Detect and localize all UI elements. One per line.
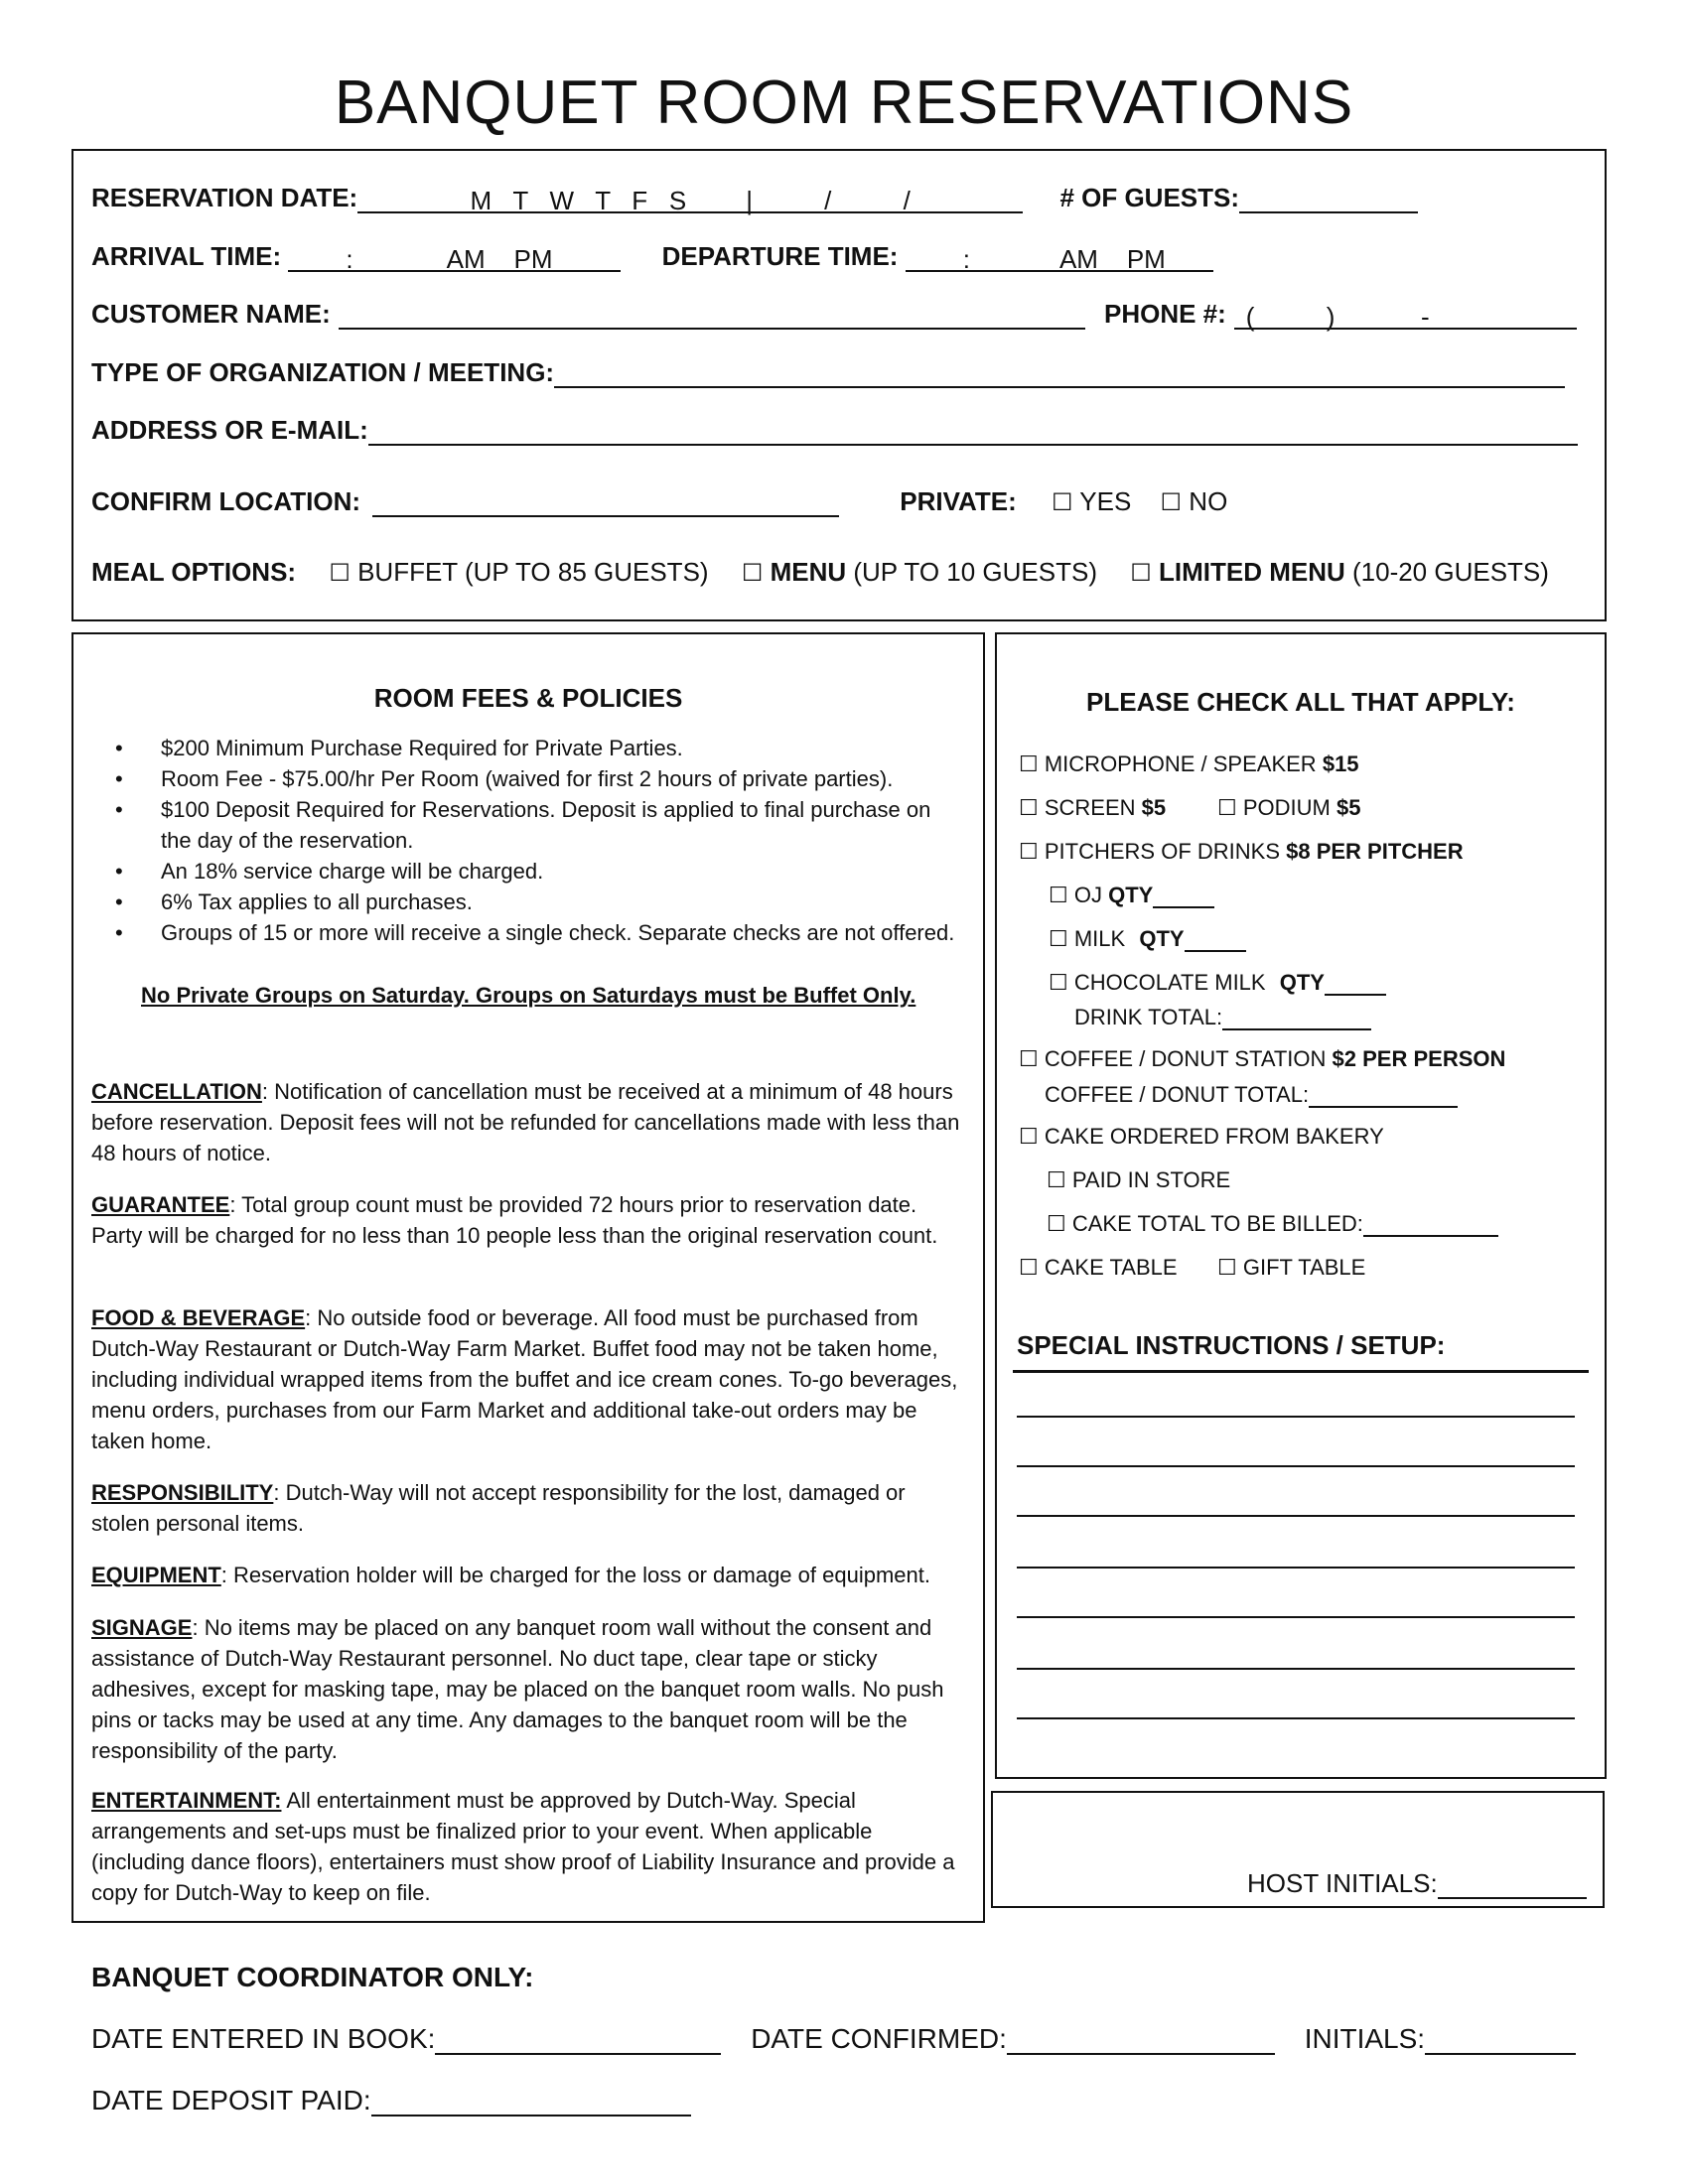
fees-title: ROOM FEES & POLICIES — [373, 683, 683, 713]
oj-option[interactable] — [1049, 883, 1214, 908]
special-instructions-line[interactable] — [1017, 1668, 1575, 1670]
microphone-option[interactable] — [1019, 751, 1359, 777]
buffet-checkbox[interactable]: ☐ — [329, 560, 351, 587]
chocolate-milk-label: CHOCOLATE MILK — [1073, 970, 1266, 995]
policy-signage — [91, 1612, 965, 1766]
cake-option[interactable] — [1019, 1124, 1384, 1150]
milk-option[interactable] — [1049, 926, 1246, 952]
gift-table-option[interactable] — [1217, 1255, 1365, 1281]
policy-heading: CANCELLATION — [91, 1079, 262, 1104]
saturday-note: No Private Groups on Saturday. Groups on Saturdays must be Buffet Only. — [141, 983, 916, 1008]
special-instructions-line[interactable] — [1017, 1416, 1575, 1418]
chocolate-milk-qty-field[interactable] — [1325, 974, 1386, 996]
gift-table-checkbox[interactable]: ☐ — [1217, 1255, 1237, 1280]
cake-table-checkbox[interactable]: ☐ — [1019, 1255, 1039, 1280]
policy-heading: SIGNAGE — [91, 1615, 193, 1640]
date-entered-field[interactable] — [435, 2027, 721, 2055]
coffee-option[interactable] — [1019, 1046, 1505, 1072]
menu-checkbox[interactable]: ☐ — [741, 560, 764, 587]
phone-mask: ( ) - — [1245, 302, 1430, 332]
private-no-checkbox[interactable]: ☐ — [1160, 489, 1183, 516]
deposit-row — [91, 2085, 691, 2116]
pitchers-checkbox[interactable]: ☐ — [1019, 839, 1039, 864]
special-instructions-line[interactable] — [1017, 1616, 1575, 1618]
policy-text: All entertainment must be approved by Dutch-Way. Special arrangements and set-ups must be finalized prior to your event. When applicable (including dance floors), entertainers must show proof of Liability Insurance and provide a copy for Dutch-Way to keep on file. — [91, 1788, 955, 1905]
fee-item: • Groups of 15 or more will receive a single check. Separate checks are not offered. — [161, 917, 965, 948]
customer-row — [91, 299, 1577, 330]
special-instructions-line[interactable] — [1017, 1515, 1575, 1517]
policy-cancellation — [91, 1076, 965, 1168]
reservation-date-label: RESERVATION DATE: — [91, 183, 358, 212]
paid-in-store-option[interactable] — [1047, 1167, 1230, 1193]
confirm-location-field[interactable] — [372, 489, 839, 517]
policy-heading: ENTERTAINMENT: — [91, 1788, 282, 1813]
policy-heading: FOOD & BEVERAGE — [91, 1305, 306, 1330]
host-initials-field[interactable] — [1438, 1871, 1587, 1899]
paid-in-store-checkbox[interactable]: ☐ — [1047, 1167, 1066, 1192]
fee-item: • $200 Minimum Purchase Required for Private Parties. — [161, 733, 965, 763]
coordinator-title: BANQUET COORDINATOR ONLY: — [91, 1962, 534, 1992]
fee-item: • Room Fee - $75.00/hr Per Room (waived for first 2 hours of private parties). — [161, 763, 965, 794]
departure-time-field[interactable] — [906, 244, 1213, 272]
special-instructions-line[interactable] — [1017, 1717, 1575, 1719]
drink-total-row — [1074, 1005, 1371, 1030]
milk-checkbox[interactable]: ☐ — [1049, 926, 1068, 951]
date-deposit-field[interactable] — [371, 2089, 691, 2116]
milk-qty-label: QTY — [1139, 926, 1185, 951]
phone-label: PHONE #: — [1103, 299, 1226, 329]
cake-table-option[interactable] — [1019, 1255, 1178, 1281]
departure-am-pm: AM PM — [1058, 244, 1166, 274]
menu-label: MENU — [770, 557, 847, 587]
checklist-title: PLEASE CHECK ALL THAT APPLY: — [1086, 687, 1515, 717]
milk-label: MILK — [1073, 926, 1126, 951]
address-field[interactable] — [368, 418, 1578, 446]
screen-price: $5 — [1141, 795, 1167, 820]
organization-field[interactable] — [554, 360, 1565, 388]
special-instructions-title: SPECIAL INSTRUCTIONS / SETUP: — [1017, 1330, 1446, 1360]
podium-label: PODIUM — [1242, 795, 1331, 820]
special-instructions-line[interactable] — [1017, 1567, 1575, 1569]
arrival-time-field[interactable] — [288, 244, 621, 272]
limited-menu-label: LIMITED MENU — [1158, 557, 1345, 587]
date-separators: | / / — [746, 186, 911, 215]
weekday-options: M T W T F S — [470, 186, 687, 215]
organization-label: TYPE OF ORGANIZATION / MEETING: — [91, 357, 555, 387]
address-label: ADDRESS OR E-MAIL: — [91, 415, 368, 445]
meal-options-label: MEAL OPTIONS: — [91, 557, 297, 587]
arrival-time-colon: : — [346, 244, 353, 274]
departure-time-colon: : — [962, 244, 970, 274]
podium-price: $5 — [1336, 795, 1361, 820]
arrival-am-pm: AM PM — [446, 244, 553, 274]
chocolate-milk-qty-label: QTY — [1279, 970, 1325, 995]
date-confirmed-label: DATE CONFIRMED: — [751, 2023, 1007, 2054]
page-title: BANQUET ROOM RESERVATIONS — [334, 68, 1354, 137]
policy-text: : Reservation holder will be charged for the loss or damage of equipment. — [220, 1563, 930, 1587]
meal-options-row — [91, 557, 1549, 588]
oj-checkbox[interactable]: ☐ — [1049, 883, 1068, 907]
cake-label: CAKE ORDERED FROM BAKERY — [1044, 1124, 1384, 1149]
coffee-total-label: COFFEE / DONUT TOTAL: — [1045, 1082, 1310, 1107]
chocolate-milk-checkbox[interactable]: ☐ — [1049, 970, 1068, 995]
reservation-date-row — [91, 183, 1418, 213]
podium-checkbox[interactable]: ☐ — [1217, 795, 1237, 820]
paid-in-store-label: PAID IN STORE — [1071, 1167, 1231, 1192]
guests-label: # OF GUESTS: — [1059, 183, 1240, 212]
menu-guests: (UP TO 10 GUESTS) — [853, 557, 1097, 587]
cake-table-label: CAKE TABLE — [1044, 1255, 1178, 1280]
coordinator-initials-field[interactable] — [1425, 2027, 1576, 2055]
policy-text: : No items may be placed on any banquet room wall without the consent and assistance of Dutch-Way Restaurant personnel. No duct tape, clear tape or sticky adhesives, except for masking tape, may be placed on the banquet room walls. No push pins or tacks may be used at any time. Any damages to the banquet room will be the responsibility of the party. — [91, 1615, 944, 1763]
oj-qty-field[interactable] — [1153, 887, 1214, 908]
drink-total-label: DRINK TOTAL: — [1074, 1005, 1223, 1029]
policy-text: : No outside food or beverage. All food must be purchased from Dutch-Way Restaurant or Dutch-Way Farm Market. Buffet food may not be taken home, including individual wrapped items from the buffet and ice cream cones. To-go beverages, menu orders, purchases from our Farm Market and additional take-out orders may be taken home. — [91, 1305, 958, 1453]
cake-total-option[interactable] — [1047, 1211, 1498, 1237]
arrival-time-label: ARRIVAL TIME: — [91, 241, 282, 271]
policy-food-beverage — [91, 1302, 965, 1456]
departure-time-label: DEPARTURE TIME: — [661, 241, 899, 271]
private-yes-checkbox[interactable]: ☐ — [1052, 489, 1073, 516]
date-entered-label: DATE ENTERED IN BOOK: — [91, 2023, 436, 2054]
microphone-checkbox[interactable]: ☐ — [1019, 751, 1039, 776]
policy-entertainment — [91, 1785, 965, 1908]
screen-label: SCREEN — [1044, 795, 1136, 820]
private-no-label: NO — [1189, 486, 1228, 516]
cake-total-checkbox[interactable]: ☐ — [1047, 1211, 1066, 1236]
limited-menu-checkbox[interactable]: ☐ — [1130, 560, 1152, 587]
organization-row — [91, 357, 1565, 388]
customer-name-field[interactable] — [339, 302, 1085, 330]
milk-qty-field[interactable] — [1185, 930, 1246, 952]
microphone-price: $15 — [1322, 751, 1359, 776]
private-yes-label: YES — [1079, 486, 1132, 516]
coffee-total-row — [1045, 1082, 1458, 1108]
date-deposit-label: DATE DEPOSIT PAID: — [91, 2085, 371, 2116]
fees-list — [71, 733, 965, 948]
coordinator-initials-label: INITIALS: — [1304, 2023, 1426, 2054]
customer-name-label: CUSTOMER NAME: — [91, 299, 331, 329]
coffee-total-field[interactable] — [1309, 1086, 1458, 1108]
policy-responsibility — [91, 1477, 965, 1539]
microphone-label: MICROPHONE / SPEAKER — [1044, 751, 1317, 776]
private-label: PRIVATE: — [900, 486, 1017, 516]
policy-heading: RESPONSIBILITY — [91, 1480, 274, 1505]
pitchers-option[interactable] — [1019, 839, 1464, 865]
coffee-label: COFFEE / DONUT STATION — [1044, 1046, 1327, 1071]
fee-item: • An 18% service charge will be charged. — [161, 856, 965, 887]
screen-checkbox[interactable]: ☐ — [1019, 795, 1039, 820]
phone-field[interactable] — [1234, 302, 1577, 330]
buffet-label: BUFFET (UP TO 85 GUESTS) — [357, 557, 709, 587]
policy-heading: EQUIPMENT — [91, 1563, 221, 1587]
coffee-price: $2 PER PERSON — [1332, 1046, 1506, 1071]
oj-qty-label: QTY — [1108, 883, 1154, 907]
policy-guarantee — [91, 1189, 965, 1251]
address-row — [91, 415, 1578, 446]
policy-heading: GUARANTEE — [91, 1192, 230, 1217]
cake-total-label: CAKE TOTAL TO BE BILLED: — [1071, 1211, 1363, 1236]
host-initials-label: HOST INITIALS: — [1247, 1868, 1438, 1898]
date-confirmed-field[interactable] — [1007, 2027, 1275, 2055]
oj-label: OJ — [1073, 883, 1102, 907]
policy-text: : Total group count must be provided 72 hours prior to reservation date. Party will be charged for no less than 10 people less than the original reservation count. — [91, 1192, 938, 1248]
guests-field[interactable] — [1239, 186, 1418, 213]
reservation-date-field[interactable] — [357, 186, 1023, 213]
fee-item: • $100 Deposit Required for Reservations. Deposit is applied to final purchase on the day of the reservation. — [161, 794, 965, 856]
podium-option[interactable] — [1217, 795, 1360, 821]
policy-equipment — [91, 1560, 965, 1590]
host-initials-row — [1247, 1868, 1587, 1899]
limited-menu-guests: (10-20 GUESTS) — [1351, 557, 1549, 587]
fee-item: • 6% Tax applies to all purchases. — [161, 887, 965, 917]
drink-total-field[interactable] — [1222, 1009, 1371, 1030]
time-row — [91, 241, 1213, 272]
special-instructions-line[interactable] — [1017, 1465, 1575, 1467]
confirm-row — [91, 486, 1227, 517]
pitchers-price: $8 PER PITCHER — [1286, 839, 1464, 864]
screen-option[interactable] — [1019, 795, 1166, 821]
policy-text: : Notification of cancellation must be received at a minimum of 48 hours before reservation. Deposit fees will not be refunded for cancellations made with less than 48 hours of notice. — [91, 1079, 960, 1165]
chocolate-milk-option[interactable] — [1049, 970, 1386, 996]
gift-table-label: GIFT TABLE — [1242, 1255, 1366, 1280]
confirm-location-label: CONFIRM LOCATION: — [91, 486, 361, 516]
cake-total-field[interactable] — [1363, 1215, 1498, 1237]
special-instructions-rule — [1013, 1370, 1589, 1373]
coordinator-dates-row — [91, 2023, 1576, 2055]
policy-text: : Dutch-Way will not accept responsibility for the lost, damaged or stolen personal items. — [91, 1480, 906, 1536]
coffee-checkbox[interactable]: ☐ — [1019, 1046, 1039, 1071]
pitchers-label: PITCHERS OF DRINKS — [1044, 839, 1280, 864]
cake-checkbox[interactable]: ☐ — [1019, 1124, 1039, 1149]
